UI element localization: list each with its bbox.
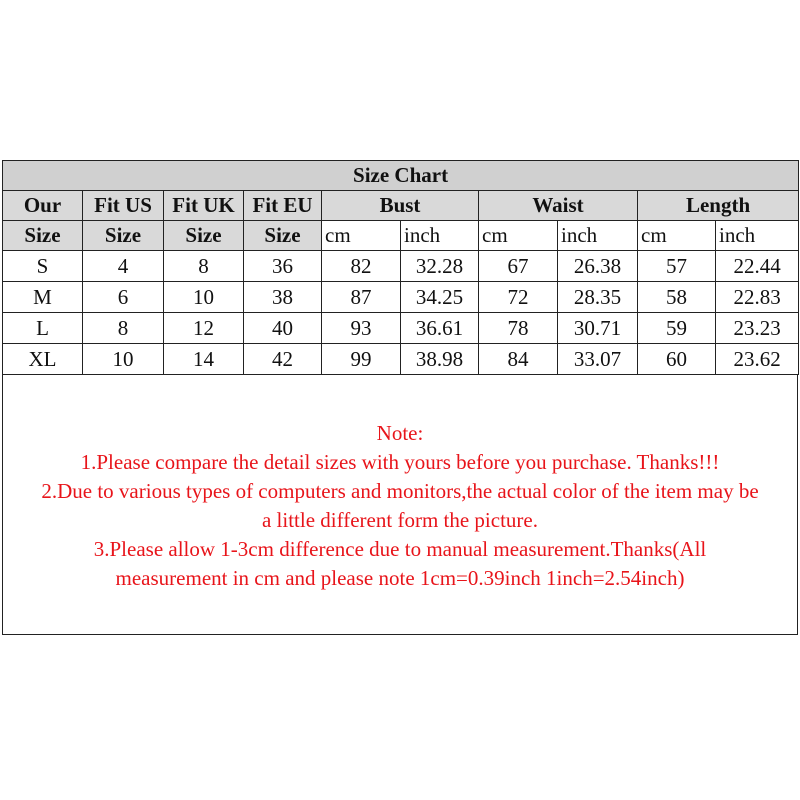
cell-fit-eu: 38 xyxy=(244,282,322,313)
unit-bust-inch: inch xyxy=(401,221,479,251)
table-title: Size Chart xyxy=(3,161,799,191)
cell-waist-cm: 84 xyxy=(479,344,558,375)
cell-our-size: S xyxy=(3,251,83,282)
cell-bust-inch: 38.98 xyxy=(401,344,479,375)
cell-fit-eu: 36 xyxy=(244,251,322,282)
cell-waist-inch: 30.71 xyxy=(558,313,638,344)
cell-our-size: M xyxy=(3,282,83,313)
table-row xyxy=(3,344,799,375)
cell-fit-us: 8 xyxy=(83,313,164,344)
unit-waist-cm: cm xyxy=(479,221,558,251)
table-row xyxy=(3,282,799,313)
cell-waist-cm: 78 xyxy=(479,313,558,344)
note-text xyxy=(3,419,797,593)
header-fit-eu-2: Size xyxy=(244,221,322,251)
header-our-size: Our xyxy=(3,191,83,221)
note-line-3: a little different form the picture. xyxy=(261,508,538,532)
note-line-1: 1.Please compare the detail sizes with yours before you purchase. Thanks!!! xyxy=(80,450,720,474)
unit-length-inch: inch xyxy=(716,221,799,251)
note-title: Note: xyxy=(376,421,424,445)
note-line-5: measurement in cm and please note 1cm=0.39inch 1inch=2.54inch) xyxy=(115,566,685,590)
cell-fit-uk: 12 xyxy=(164,313,244,344)
cell-fit-uk: 8 xyxy=(164,251,244,282)
note-box xyxy=(2,375,798,635)
cell-waist-inch: 28.35 xyxy=(558,282,638,313)
cell-bust-inch: 36.61 xyxy=(401,313,479,344)
table-row xyxy=(3,313,799,344)
cell-length-inch: 23.23 xyxy=(716,313,799,344)
header-length: Length xyxy=(638,191,799,221)
header-fit-us: Fit US xyxy=(83,191,164,221)
cell-waist-cm: 67 xyxy=(479,251,558,282)
table-row xyxy=(3,251,799,282)
cell-waist-cm: 72 xyxy=(479,282,558,313)
unit-waist-inch: inch xyxy=(558,221,638,251)
unit-length-cm: cm xyxy=(638,221,716,251)
header-our-size-2: Size xyxy=(3,221,83,251)
header-fit-uk: Fit UK xyxy=(164,191,244,221)
size-chart-table xyxy=(2,160,799,375)
cell-fit-eu: 42 xyxy=(244,344,322,375)
cell-length-inch: 22.44 xyxy=(716,251,799,282)
cell-fit-us: 6 xyxy=(83,282,164,313)
cell-fit-uk: 14 xyxy=(164,344,244,375)
header-bust: Bust xyxy=(322,191,479,221)
header-fit-uk-2: Size xyxy=(164,221,244,251)
note-line-2: 2.Due to various types of computers and monitors,the actual color of the item may be xyxy=(41,479,759,503)
cell-length-cm: 57 xyxy=(638,251,716,282)
header-waist: Waist xyxy=(479,191,638,221)
cell-bust-inch: 32.28 xyxy=(401,251,479,282)
cell-fit-uk: 10 xyxy=(164,282,244,313)
cell-waist-inch: 33.07 xyxy=(558,344,638,375)
cell-fit-eu: 40 xyxy=(244,313,322,344)
header-fit-us-2: Size xyxy=(83,221,164,251)
note-line-4: 3.Please allow 1-3cm difference due to manual measurement.Thanks(All xyxy=(93,537,707,561)
header-fit-eu: Fit EU xyxy=(244,191,322,221)
cell-fit-us: 4 xyxy=(83,251,164,282)
cell-bust-cm: 87 xyxy=(322,282,401,313)
cell-length-inch: 22.83 xyxy=(716,282,799,313)
cell-length-inch: 23.62 xyxy=(716,344,799,375)
cell-length-cm: 60 xyxy=(638,344,716,375)
cell-waist-inch: 26.38 xyxy=(558,251,638,282)
cell-bust-cm: 93 xyxy=(322,313,401,344)
cell-bust-inch: 34.25 xyxy=(401,282,479,313)
cell-bust-cm: 82 xyxy=(322,251,401,282)
cell-our-size: XL xyxy=(3,344,83,375)
cell-our-size: L xyxy=(3,313,83,344)
cell-fit-us: 10 xyxy=(83,344,164,375)
cell-bust-cm: 99 xyxy=(322,344,401,375)
cell-length-cm: 58 xyxy=(638,282,716,313)
size-chart xyxy=(2,160,798,636)
cell-length-cm: 59 xyxy=(638,313,716,344)
unit-bust-cm: cm xyxy=(322,221,401,251)
